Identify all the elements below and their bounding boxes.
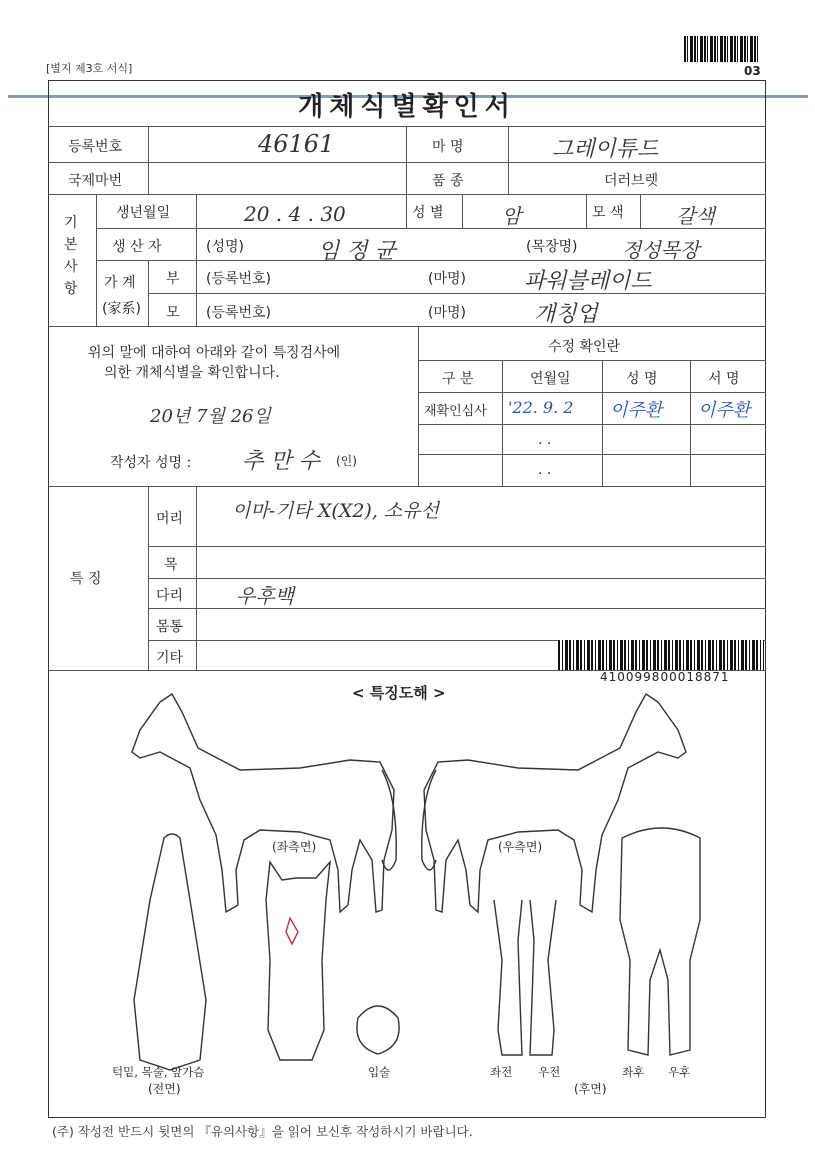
sire-name-value: 파워블레이드 [524, 269, 652, 294]
muzzle-caption: 입술 [368, 1065, 391, 1079]
amend-row-name: 이주환 [610, 400, 663, 421]
sex-value: 암 [502, 204, 522, 228]
section-char: 사 [64, 259, 78, 275]
feature-label-legs: 다리 [156, 588, 184, 604]
section-char: 본 [64, 237, 78, 253]
horse-head-front-outline [266, 862, 330, 1060]
confirm-date: 20년 7월 26일 [150, 406, 271, 427]
sex-label: 성 별 [412, 205, 444, 221]
dam-name-label: (마명) [428, 305, 466, 321]
sire-name-label: (마명) [428, 271, 466, 287]
amend-row-date: . . [538, 432, 552, 448]
coat-color-value: 갈색 [676, 204, 715, 228]
horse-name-value: 그레이튜드 [552, 137, 659, 162]
form-reference: [별지 제3호 서식] [46, 62, 133, 75]
feature-label-neck: 목 [164, 557, 178, 573]
feature-label-other: 기타 [156, 650, 184, 666]
feature-label-head: 머리 [156, 511, 184, 527]
horse-front-chest-outline [134, 834, 206, 1070]
farm-name-label: (목장명) [526, 239, 578, 255]
producer-name-value: 임 정 균 [318, 239, 396, 264]
dam-reg-label: (등록번호) [206, 305, 272, 321]
author-label: 작성자 성명 : [110, 455, 192, 471]
coat-color-label: 모 색 [592, 205, 624, 221]
right-hindleg-label: 우후 [668, 1065, 691, 1079]
amend-row-type: 재확인심사 [424, 404, 487, 419]
amendment-title: 수정 확인란 [548, 339, 621, 355]
horse-muzzle-outline [357, 1006, 399, 1054]
farm-name-value: 정성목장 [622, 238, 700, 262]
dob-value: 20 . 4 . 30 [244, 202, 346, 226]
feature-label-body: 몸통 [156, 619, 184, 635]
confirm-text-line1: 위의 말에 대하여 아래와 같이 특징검사에 [88, 345, 341, 361]
front-view-label: (전면) [148, 1082, 181, 1096]
diagram-title: < 특징도해 > [352, 684, 446, 702]
left-hindleg-label: 좌후 [622, 1065, 645, 1079]
breed-value: 더러브렛 [604, 173, 659, 189]
horse-rear-outline [620, 828, 700, 1055]
horse-right-side-outline [422, 694, 686, 912]
amend-header-name: 성 명 [626, 371, 658, 387]
feature-value-head: 이마-기타 X(X2), 소유선 [232, 500, 439, 522]
dob-label: 생년월일 [116, 205, 171, 221]
rear-view-label: (후면) [574, 1082, 607, 1096]
international-number-label: 국제마번 [68, 173, 123, 189]
amend-header-sign: 서 명 [708, 371, 740, 387]
right-side-label: (우측면) [498, 840, 543, 854]
family-label: 가 계 [104, 275, 136, 291]
section-char: 항 [64, 281, 78, 297]
features-section-label: 특 징 [70, 571, 102, 587]
author-signature: 추 만 수 [242, 449, 320, 474]
confirm-text-line2: 의한 개체식별을 확인합니다. [104, 365, 280, 381]
breed-label: 품 종 [432, 173, 464, 189]
page-number: 03 [744, 64, 761, 78]
dam-name-value: 개칭업 [534, 302, 598, 327]
left-foreleg-label: 좌전 [490, 1065, 513, 1079]
dam-label: 모 [166, 305, 180, 321]
feature-value-legs: 우후백 [236, 584, 294, 608]
front-view-caption: 턱밑, 목술, 앞가슴 [112, 1065, 205, 1079]
page-title: 개체식별확인서 [298, 92, 516, 122]
horse-left-side-outline [132, 694, 396, 912]
barcode-number: 410099800018871 [600, 670, 730, 684]
sire-reg-label: (등록번호) [206, 271, 272, 287]
producer-label: 생 산 자 [112, 239, 162, 255]
section-char: 기 [64, 215, 78, 231]
producer-name-label: (성명) [206, 239, 244, 255]
amend-row-sign: 이주환 [698, 400, 751, 421]
family-hanja: (家系) [102, 301, 141, 317]
amend-header-date: 연월일 [530, 371, 571, 387]
horse-name-label: 마 명 [432, 139, 464, 155]
seal-mark: (인) [336, 454, 357, 468]
right-foreleg-label: 우전 [538, 1065, 561, 1079]
left-side-label: (좌측면) [272, 840, 317, 854]
registration-number-value: 46161 [258, 130, 335, 158]
registration-number-label: 등록번호 [68, 139, 123, 155]
sire-label: 부 [166, 271, 180, 287]
amend-row-date: '22. 9. 2 [508, 398, 574, 417]
footer-note: (주) 작성전 반드시 뒷면의 『유의사항』을 읽어 보신후 작성하시기 바랍니다. [52, 1124, 473, 1139]
amend-header-type: 구 분 [442, 371, 474, 387]
horse-forelegs-outline [494, 900, 556, 1055]
amend-row-date: . . [538, 462, 552, 478]
